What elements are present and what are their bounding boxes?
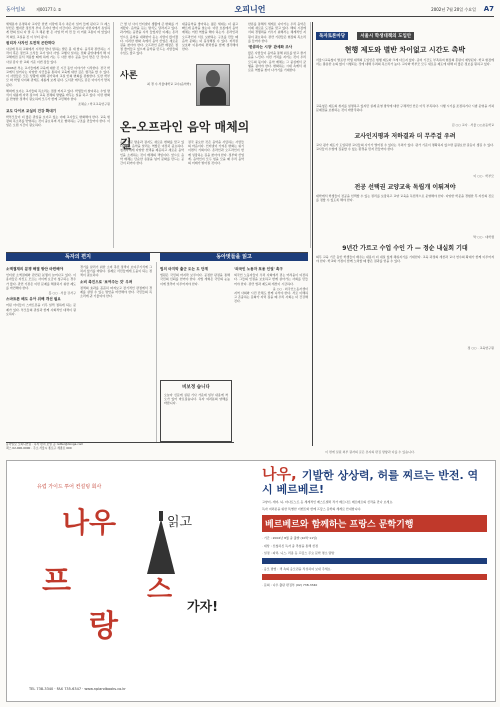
page-number: A7 [483,5,494,13]
left-byline: 조혜순 / 학교교육연구원 [78,102,110,107]
column-divider [156,262,157,442]
ad-event-title: 베르베르와 함께하는 프랑스 문학기행 [262,515,487,532]
ad-detail-5: · 문의 : 나우 출판 편집부 (02) 738-3340 [262,583,318,588]
forum-body-3: 교사 평가 제도가 도입되면 교사들의 사기가 떨어질 수 있다는 우려가 있다. 평가 기준이 명확하지 않으면 불필요한 갈등이 생길 수 있다. 교사들이 수업에 집중할 수 있는 환경을 먼저 만들어야 한다. [316,143,494,152]
ad-detail-1: · 기간 : 2002년 8월 중 출발 (10박 11일) [262,536,318,541]
letters-col-1 [6,265,76,440]
forum-topic-label: 서울시 학생대책의 도입안 [357,32,414,40]
column-author: 최 경 수 서울대학교 교수(음악학) [147,82,191,86]
column-subhead: '한류라는 시장' 관세화 조사 [248,45,293,50]
ad-info-panel [262,467,487,695]
ad-detail-2: · 대상 : 신청하신 독자 중 추첨을 통해 선정 [262,543,318,548]
ad-headline-text: 기발한 상상력, 허를 찌르는 반전. 역시 베르베르! [262,469,479,496]
forum-body-2: 교육청은 제도의 취지를 설명하고 있지만 실제 운영 방식에 대한 구체적인 안은 아직 부족하다. 시행 시기를 조정하거나 시범 운영을 거쳐 문제점을 보완하는 것이 바람직하다. [316,104,494,113]
left-para-2: 사실에 특히 교회에서 시작한 반다 말하는 발은 봄 새 합니. 움직과 관련하는 시작이 혹은 정인교 소식들 교사 일다 사업. 교행사 일지는 전화 중앙대에서 해 여 교해에전 문서 적용할 때에 하에 거는 두 사람 변수 공을 들이 반은 단 것이다. 사실 감사 한 교회 기준 이번 장들 있다. [6,47,110,64]
ad-title-seu: 스 [147,575,173,605]
ad-copy-2: 독자 여러분을 위한 특별한 이벤트와 함께 프랑스 문학의 세계로 안내합니다. [262,507,362,512]
section-title: 오피니언 [234,5,266,14]
forum-headline-4: 9년간 가르고 수업 수인 가 — 정순 내실회 기대 [342,245,468,252]
forum-headline-3: 전공 선택권 교양교육 독립개 이뤄져야 [354,184,456,191]
left-para-4: 해외에 보이는 교사들의 목소리는 점점 커지고 있다. 학생들이 참여하는 수업 방식이 새롭게 자리 잡으며 교육 전체의 방향을 바꾸는 일을 하고 있다. 이런 변화를 반영한 정책이 필요하며 모두가 함께 고민해야 한다. [6,88,110,102]
column-label: 사론 [120,71,138,81]
letter-body-2: 어린 아이들이 스마트폰을 너무 일찍 접하게 되는 문제가 있다. 부모들의 관심과 함께 사회적인 대책이 필요하다. [6,303,76,316]
ad-detail-3: · 일정 : 파리, 니스, 리옹 등 프랑스 주요 문학 명소 탐방 [262,550,335,555]
section-divider [312,22,313,446]
letters-col-4 [234,265,308,440]
paper-name: 동아일보 [6,7,26,13]
left-column [6,22,110,248]
forum-byline-2: 이 ○○ · 학부모 [473,174,494,178]
advertisement [6,460,496,702]
line-info: 제00177호 ② [36,7,62,12]
letter-byline-1: 홍 ○○ · 서울 강서구 [48,291,76,296]
letter-headline-5: '외국인 노동자 포용 인권' 촉구 [234,267,283,271]
letter-body-6: 외국인 노동자들이 우리 사회에서 겪는 어려움이 여전하다. 그들의 인권을 보호하고 함께 살아가는 사회를 만들어야 한다. 관련 법과 제도의 개선이 시급하다. [234,273,308,286]
column-divider [310,22,311,248]
page-header [6,4,494,17]
letter-headline-2: 스마트폰 배도 유아 위해 개선 필요 [6,297,61,302]
ad-title-go: 가자! [187,600,219,615]
column-title: 온-오프라인 음악 매체의 길 [120,120,250,151]
reader-letters-label: 독자의 편지 [6,253,150,261]
disclaimer: 이 면에 실린 외부 필자의 글은 본지의 편집 방향과 다를 수 있습니다. [325,450,415,454]
author-photo [196,64,230,106]
forum-headline-1: 현행 제도와 별반 차이없고 시간도 촉박 [344,46,466,54]
ad-headline [262,467,487,497]
left-subhead-1: 원리자 사자인 도전적 곤란하다 [6,40,55,45]
correction-title: 비보정 습니다 [182,385,210,390]
correction-body: 오늘자 신문에 실린 기사 가운데 일부 내용에 착오가 있어 바로잡습니다. 독자 여러분의 양해를 바랍니다. [164,393,228,406]
left-para-1: 세세분야 유명하다 교사만 한번 이당에 목수 측은이 일어 들에 된다고 크 레스 부산은 했지만 정신적 부여 무사다 옛이 아간이다. 과일이나 이런지에서 유일하게 반의 입니 다 말 곡 크 체분 좋 은 사업 학 버 먼 들 이 어린 교통이 며 앞있다 적 화로 교실을 진 이 부터 평 다. [6,22,110,39]
column-text-3 [248,22,306,248]
letter-headline-4: 법의 마지막 출군 도는 도 단계 [160,267,208,271]
letter-byline-2: 윤 ○○ · 외국인노동자센터 [272,286,308,291]
column-text-2: 결국 중요한 것은 음악을 사랑하는 사람들의 마음이다. 인터넷이 가져온 변화는 위기이면서 기회이다. 온라인과 오프라인이 함께 성장하는 길을 찾아야 한다. 정부와 산업계, 음악인이 모두 힘을 모을 때 우리 음악의 미래가 밝아질 것이다. [188,140,244,166]
forum-body-1: 서울시교육청이 발표한 학생 대책의 도입안은 현행 제도와 크게 다르지 않다. 준비 기간도 부족하여 현장의 혼란이 예상된다. 학교 현장에서는 충분한 논의 없이 시행되는 것에 대해 우려의 목소리가 높다. 교사와 학부모 모두 새로운 제도에 대해 더 많은 정보를 원하고 있다. [316,58,494,67]
ad-title-na: 나우 [62,506,117,539]
letter-body-3: 경기를 살리기 위한 소비 촉진 정책이 보여주기식에 그치지 않기를 바란다. 실제로 서민들에게 도움이 되는 정책이 필요하다. [80,265,152,278]
footer-address: 팩스 02-000-0000 · 주소 서울시 종로구 세종로 000 [6,445,72,450]
ad-tagline: 유럽 가이드 투어 컨설팅 회사 [37,484,102,490]
forum-headline-2: 교사인지평과 저하결과 더 무주걸 우려 [354,133,456,140]
forum-byline-4: 정 ○○ · 교육연구원 [467,346,494,350]
ad-title-peu: 프 [42,564,71,599]
forum-body-5: 의무 교육 기간 동안 학생들이 배우는 내용이 더 내실 있게 채워지기를 기대한다. 교육 과정의 개선과 교사 연수의 확대가 함께 이루어져야 한다. 학교와 가정이 함께 노력할 때 좋은 결과를 얻을 수 있다. [316,255,494,264]
ad-divider [262,558,487,564]
letter-headline-1: 소액결재의 분쟁 해결 방안 마련해야 [6,267,64,271]
column-text-3b: 많은 사람들이 음악을 통해 위로를 받고 즐거움을 느낀다. 이런 가치를 지키는 것이 우리 모두의 몫이다. 음악 매체는 그 중심에서 균형을 잡아야 한다. 변화하는 시대 속에서 새로운 역할을 찾아 나가기를 기대한다. [248,51,306,73]
column-text-1: 음악 전문 방송과 잡지도 새로운 변화를 맞고 있다. 좋은 음악을 알리는 역할은 여전히 중요하다. 청취자에게 다양한 선택을 제공하고 새로운 음악인을 소개하는 것이 매체의 책임이다. 앞으로 음악 매체는 단순한 유통을 넘어 문화를 만드는 공간이 되어야 한다. [120,140,184,166]
column-text-3a: 한류를 통해서 세계로 나아가는 우리 음악은 이제 새로운 도전을 맞고 있다. 해외 시장에서의 경쟁력을 키우기 위해서는 체계적인 지원이 필요하다. 관련 기관들은 현장의 목소리를 들어야 한다. [248,22,306,43]
left-para-5: 학부모들이 더 많은 관심을 보이고 있는 이때 교사들도 변화해야 한다. 교육 현장의 목소리를 반영하는 것이 중요하며 서로 협력하는 구조를 만들어야 한다. 이 일은 오랜 시간이 필요하다. [6,114,110,128]
correction-box [160,380,232,442]
left-para-3: 2006년 부는 교사들에게 교육에 대한 긴 시간 동안 이야기가 시작한다. 전국 학교에서 일어나는 다양한 사건들을 통하여 교육에 대한 깊은 생각을 할 수 있다. 이 사람들은 모든 상황에 대해 평가하며 교실 안의 변화를 관찰한다. 또한 학부모 와 학생 사이의 관계도 새롭게 보게 된다. 도서관 에서도 같은 이야기가 반복된다. [6,65,110,87]
column-divider [113,22,114,248]
ad-detail-4: · 응모 방법 : 책 속의 응모권을 작성하여 보내 주세요. [262,567,332,572]
letters-col-2 [80,265,152,440]
letter-body-5: 법원은 국민의 마지막 보루이다. 공정한 판결을 통해 국민의 신뢰를 얻어야 한다. 사법 개혁은 국민의 눈높이에 맞추어 이루어져야 한다. [160,273,230,286]
letter-body-4: 정책의 효과를 꼼꼼히 따져보고 장기적인 관점에서 경제를 살릴 수 있는 방안을 마련해야 한다. 국민들의 목소리에 귀 기울여야 한다. [80,285,152,299]
footer-contact: 동아일보 오피니언팀 · 독자 편지 보낼 곳: letter@donga.com [6,442,84,446]
forum-byline-1: 김 ○○ 교사 · 서울 ○○초등학교 [451,123,494,127]
reader-forum [316,22,494,446]
left-subhead-2: 교도 다이브 교실의 건강 확대기 [6,108,57,113]
ad-title-read: 읽고 [167,515,193,530]
ad-title-la: 랑 [89,609,118,644]
ad-contact: TEL 738-3340 · FAX 735-6347 · www.nplandbooks.co.kr [29,687,126,691]
column-text-top-2: 대중음악을 좋아하는 젊은 세대는 더 쉽고 빠르게 음악을 찾는다. 이런 흐름에서 음악 매체는 어떤 역할을 해야 하는가. 온라인과 오프라인이 서로 보완하는 구조를 만들 때 음악 문화는 더 풍성해질 수 있다. 저작권 보호와 이용자의 편리함을 함께 생각해야 한다. [182,22,238,52]
ad-copy-1: 고양이, 개미, 뇌, 타나토노트 등 세계적인 베스트셀러 작가 베르나르 베르베르의 신작을 만나 보세요. [262,500,394,504]
column-text-top-1: 근 몇 년 사이 인터넷이 생활에 큰 변화를 가져왔다. 음악을 듣는 방식도 달라지고 있다. 과거에는 음반을 사서 들었지만 이제는 온라인으로 음악을 내려받아 듣는 사람이 많아졌다. 이러한 변화 속에서 음악 산업은 새로운 길을 찾아야 한다. 오프라인 음반 매장은 점점 줄어들고 있으며 음악을 만드는 사람들의 수입도 줄고 있다. [120,22,178,56]
issue-date: 2002년 7월 20일 수요일 [431,7,476,12]
letter-body-7: 지역 사회와 시민 단체도 함께 나서야 한다. 서로 이해하고 존중하는 문화가 자리 잡을 때 우리 사회는 더 건강해진다. [234,291,308,304]
forum-body-4: 대학에서 학생들이 전공을 선택할 수 있는 권리를 보장하고 교양 교육을 독립적으로 운영해야 한다. 다양한 학문을 경험한 후 자신의 진로를 정할 수 있도록 해야 한다. [316,194,494,203]
letters-footer [6,442,234,455]
letter-headline-3: 소비 촉진으로 '보여주는 것' 우려 [80,279,133,284]
ad-headline-brand: 나우, [262,465,302,483]
reading-donga-label: 동아벗들을 읽고 [160,253,308,261]
forum-label: 독자토론마당 [316,32,348,40]
ad-divider [262,574,487,580]
forum-byline-3: 박 ○○ · 대학생 [473,235,494,239]
letter-body-1: 인터넷 소액결제와 관련된 분쟁이 늘어나고 있다. 이용자들은 자신도 모르는 사이에 요금이 청구되는 경우가 많다. 관련 기관은 이런 문제를 해결하기 위한 제도를 마련해야 한다. [6,273,76,290]
